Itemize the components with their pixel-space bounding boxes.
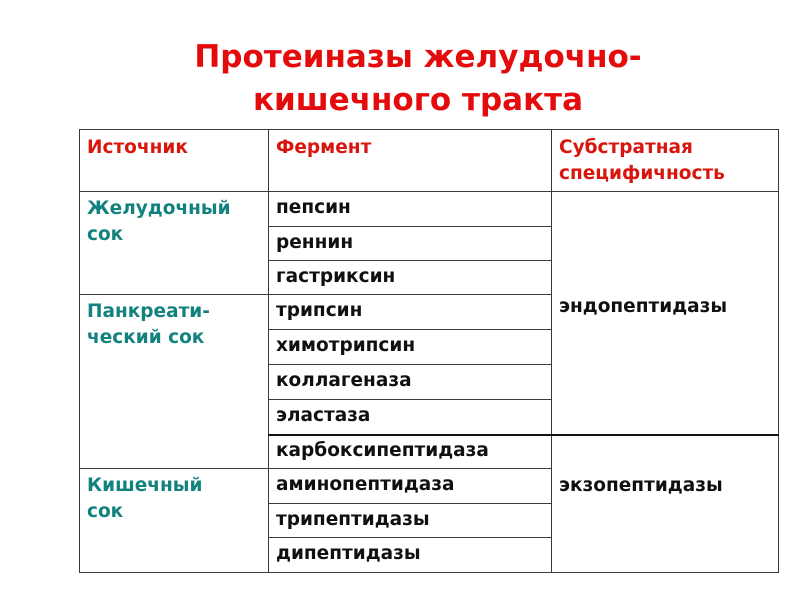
enzyme-cell — [268, 537, 552, 572]
enzyme-name: трипсин — [276, 300, 363, 321]
enzyme-name: реннин — [276, 232, 354, 253]
enzyme-name: эластаза — [276, 405, 371, 426]
enzyme-name: пепсин — [276, 197, 351, 218]
source-line-2: сок — [87, 501, 124, 522]
enzyme-cell — [268, 364, 552, 399]
enzyme-name: аминопептидаза — [276, 474, 455, 495]
source-gastric-juice — [79, 191, 269, 294]
table-border-right — [778, 129, 779, 573]
specificity-exopeptidases — [551, 468, 779, 498]
header-specificity-line-2: специфичность — [559, 163, 725, 184]
source-line-2: сок — [87, 224, 124, 245]
source-line-1: Панкреати- — [87, 301, 210, 322]
enzyme-cell — [268, 468, 552, 503]
header-source — [79, 129, 269, 191]
title-line-2: кишечного тракта — [253, 82, 583, 118]
header-source-label: Источник — [87, 137, 188, 158]
enzyme-cell — [268, 260, 552, 294]
source-line-2: ческий сок — [87, 327, 205, 348]
source-line-1: Желудочный — [87, 198, 231, 219]
header-enzyme-label: Фермент — [276, 137, 372, 158]
enzyme-name: коллагеназа — [276, 370, 412, 391]
specificity-endopeptidases — [551, 289, 779, 319]
enzyme-cell — [268, 329, 552, 364]
header-specificity — [551, 129, 779, 191]
page-title — [0, 36, 800, 122]
enzyme-name: гастриксин — [276, 266, 396, 287]
table-border-bottom — [79, 572, 779, 573]
enzyme-cell — [268, 191, 552, 226]
enzyme-cell — [268, 434, 552, 468]
source-line-1: Кишечный — [87, 475, 203, 496]
enzyme-name: трипептидазы — [276, 509, 430, 530]
title-line-1: Протеиназы желудочно- — [194, 39, 642, 75]
enzyme-cell — [268, 226, 552, 260]
header-specificity-line-1: Субстратная — [559, 137, 693, 158]
specificity-label: эндопептидазы — [559, 296, 728, 317]
enzyme-cell — [268, 294, 552, 329]
enzyme-cell — [268, 503, 552, 537]
enzyme-cell — [268, 399, 552, 434]
enzyme-name: дипептидазы — [276, 543, 421, 564]
enzyme-name: химотрипсин — [276, 335, 416, 356]
proteinase-table — [79, 129, 779, 573]
enzyme-name: карбоксипептидаза — [276, 440, 489, 461]
specificity-label: экзопептидазы — [559, 475, 723, 496]
source-pancreatic-juice — [79, 294, 269, 468]
source-intestinal-juice — [79, 468, 269, 572]
header-enzyme — [268, 129, 552, 191]
